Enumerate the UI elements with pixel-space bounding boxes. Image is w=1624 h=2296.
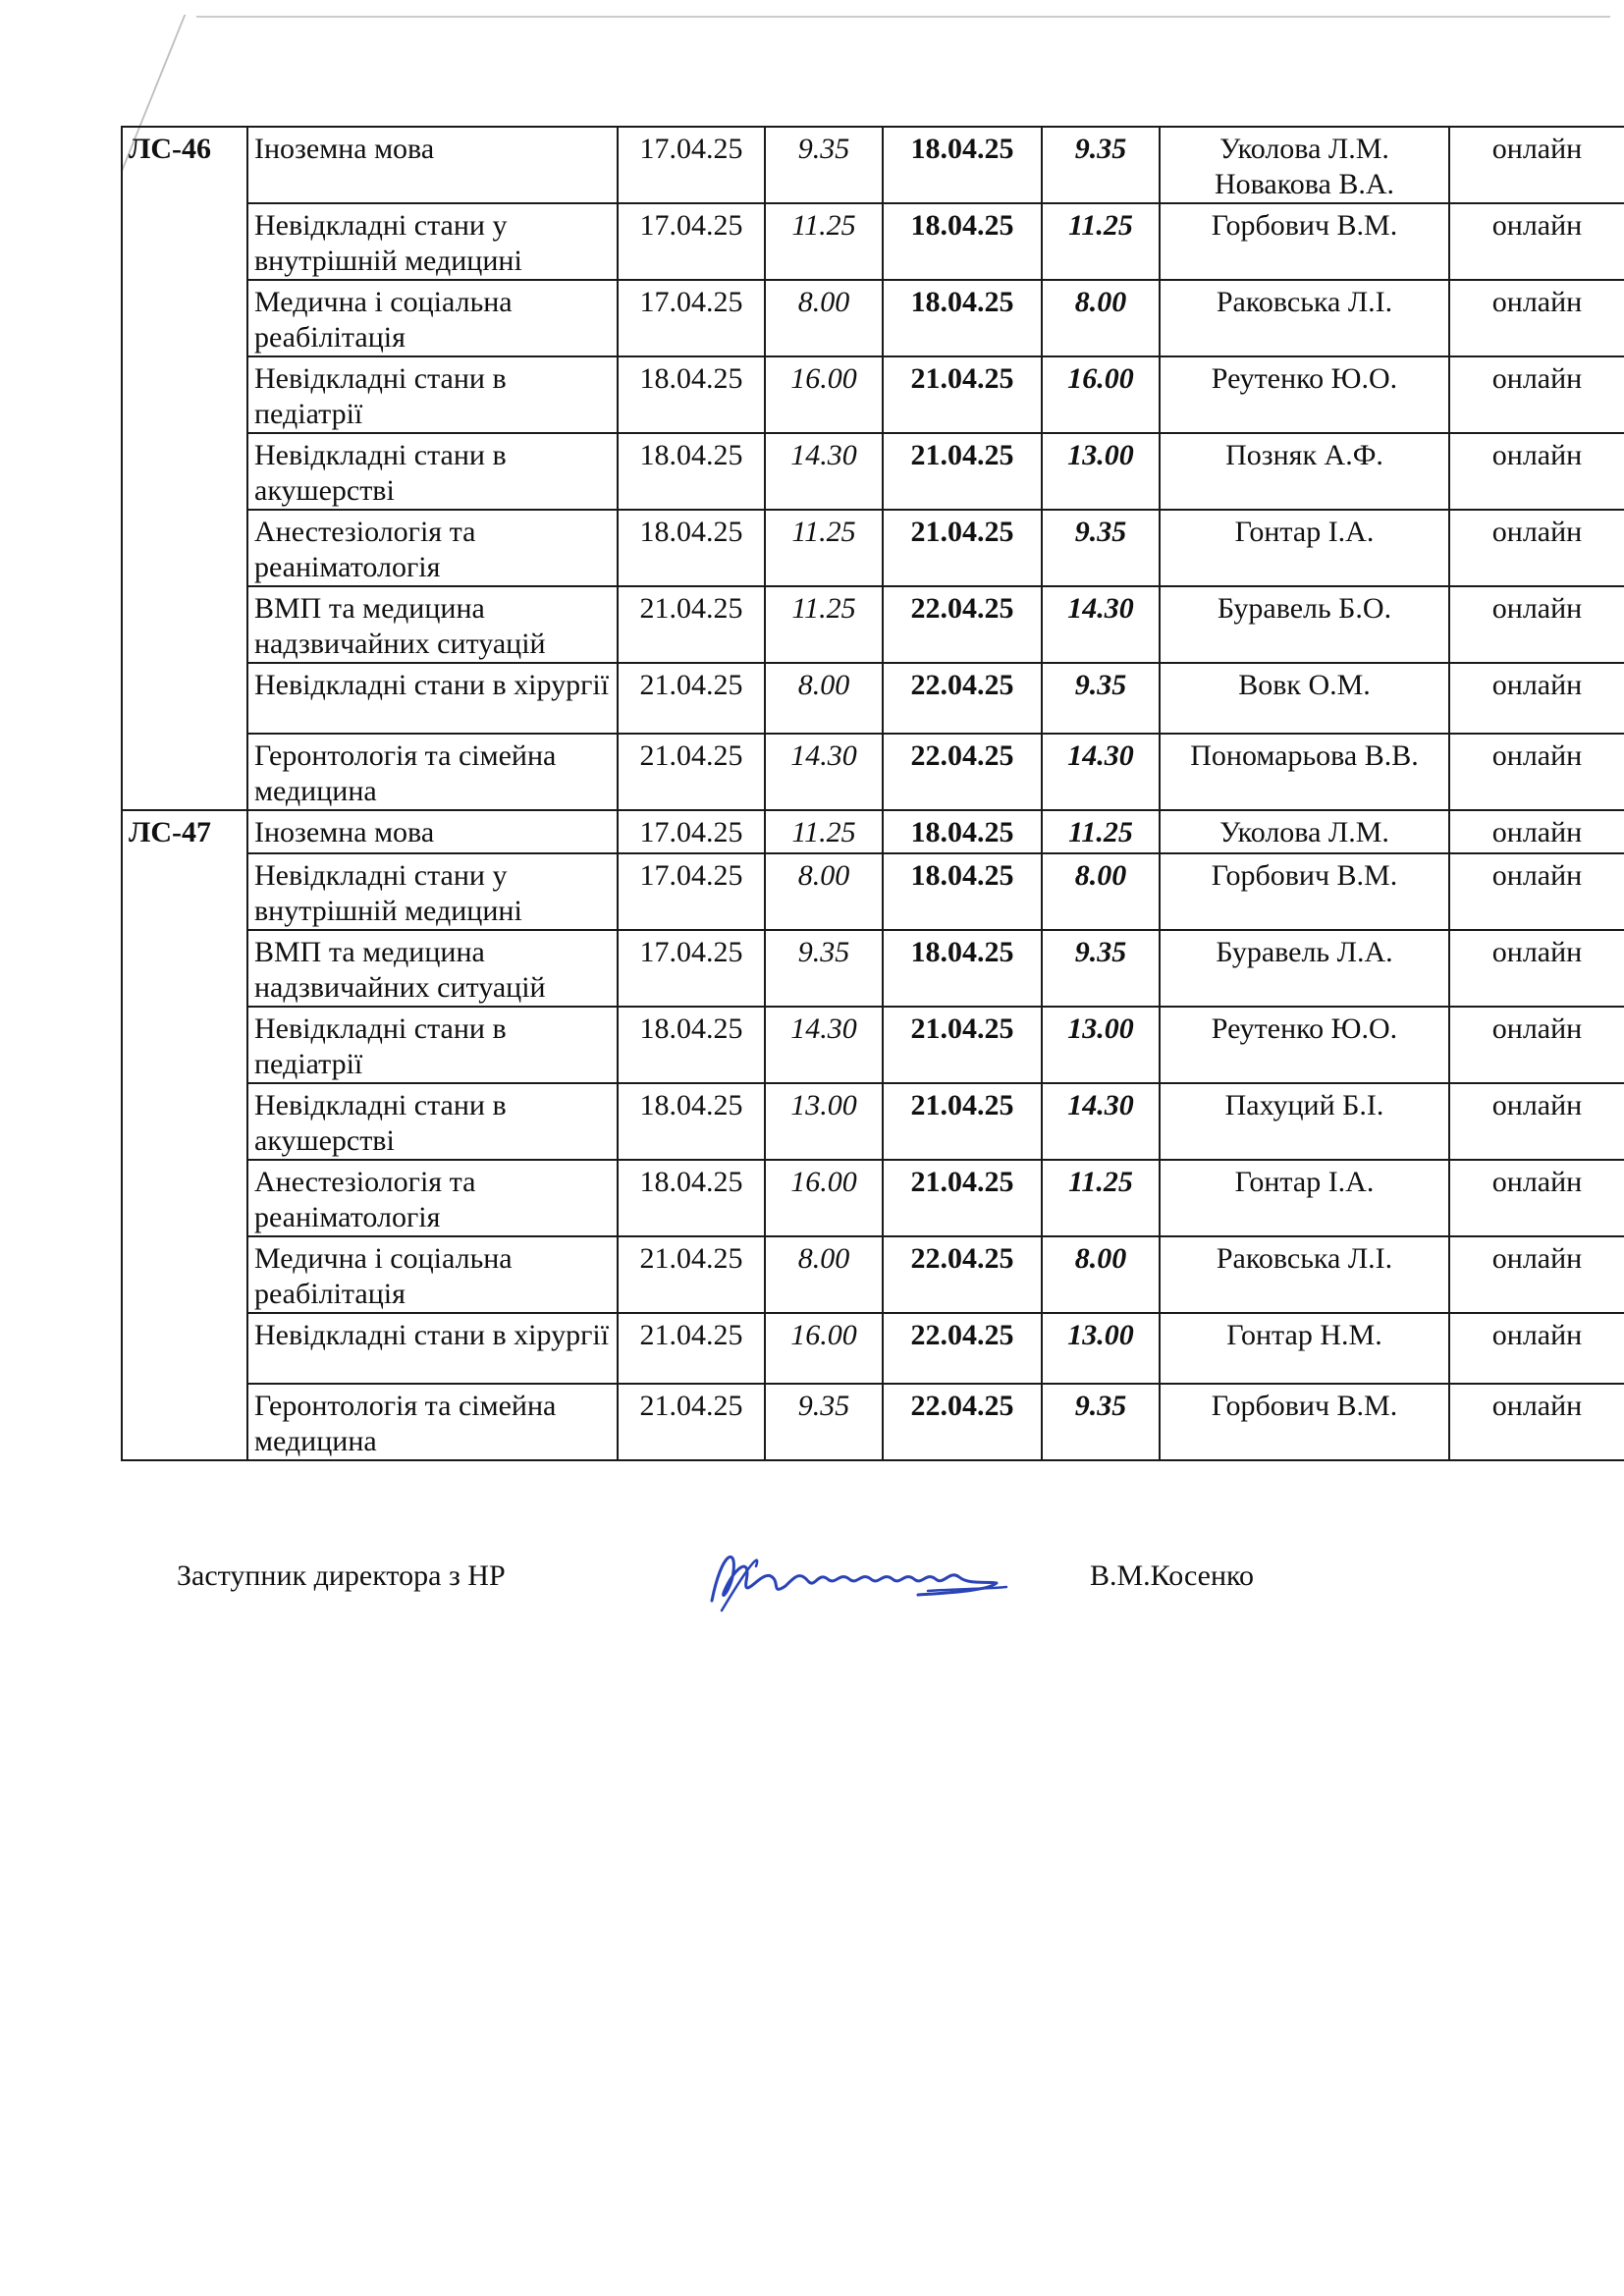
teacher-name: Раковська Л.І. [1216, 1242, 1393, 1275]
time2-cell: 14.30 [1042, 734, 1160, 810]
time1-cell: 16.00 [765, 1160, 883, 1236]
teacher-cell [1160, 280, 1449, 356]
time2-cell: 9.35 [1042, 663, 1160, 734]
mode-cell: онлайн [1449, 586, 1624, 663]
time2-cell: 8.00 [1042, 853, 1160, 930]
mode-cell: онлайн [1449, 853, 1624, 930]
teacher-cell [1160, 586, 1449, 663]
table-row [122, 663, 1624, 734]
teacher-name: Буравель Л.А. [1216, 936, 1393, 968]
time1-cell: 8.00 [765, 663, 883, 734]
date1-cell: 21.04.25 [618, 1384, 765, 1460]
date1-cell: 21.04.25 [618, 734, 765, 810]
teacher-cell [1160, 930, 1449, 1007]
table-row [122, 433, 1624, 510]
table-row [122, 356, 1624, 433]
time2-cell: 9.35 [1042, 930, 1160, 1007]
time2-cell: 11.25 [1042, 1160, 1160, 1236]
time2-cell: 9.35 [1042, 1384, 1160, 1460]
mode-cell: онлайн [1449, 1236, 1624, 1313]
subject-cell: Медична і соціальна реабілітація [247, 1236, 618, 1313]
teacher-cell [1160, 433, 1449, 510]
teacher-cell [1160, 356, 1449, 433]
subject-cell: Невідкладні стани в педіатрії [247, 356, 618, 433]
time2-cell: 9.35 [1042, 510, 1160, 586]
date1-cell: 21.04.25 [618, 1313, 765, 1384]
mode-cell: онлайн [1449, 433, 1624, 510]
teacher-name: Уколова Л.М. [1219, 816, 1389, 848]
time2-cell: 8.00 [1042, 1236, 1160, 1313]
teacher-name: Гонтар Н.М. [1226, 1319, 1382, 1351]
teacher-cell [1160, 1313, 1449, 1384]
teacher-name: Гонтар І.А. [1234, 516, 1375, 548]
teacher-name: Реутенко Ю.О. [1211, 1012, 1398, 1045]
time1-cell: 16.00 [765, 1313, 883, 1384]
date1-cell: 18.04.25 [618, 1083, 765, 1160]
time1-cell: 9.35 [765, 1384, 883, 1460]
date1-cell: 18.04.25 [618, 1007, 765, 1083]
mode-cell: онлайн [1449, 356, 1624, 433]
teacher-cell [1160, 810, 1449, 853]
time2-cell: 8.00 [1042, 280, 1160, 356]
subject-cell: Іноземна мова [247, 127, 618, 203]
date1-cell: 18.04.25 [618, 1160, 765, 1236]
teacher-cell [1160, 734, 1449, 810]
date2-cell: 18.04.25 [883, 280, 1042, 356]
time1-cell: 8.00 [765, 280, 883, 356]
mode-cell: онлайн [1449, 127, 1624, 203]
teacher-name: Реутенко Ю.О. [1211, 362, 1398, 395]
teacher-name: Вовк О.М. [1238, 669, 1371, 701]
mode-cell: онлайн [1449, 734, 1624, 810]
mode-cell: онлайн [1449, 1007, 1624, 1083]
teacher-cell [1160, 853, 1449, 930]
time1-cell: 13.00 [765, 1083, 883, 1160]
time1-cell: 11.25 [765, 810, 883, 853]
teacher-cell [1160, 1160, 1449, 1236]
date1-cell: 18.04.25 [618, 356, 765, 433]
date2-cell: 22.04.25 [883, 1313, 1042, 1384]
table-row [122, 1313, 1624, 1384]
date2-cell: 21.04.25 [883, 1083, 1042, 1160]
mode-cell: онлайн [1449, 1160, 1624, 1236]
teacher-name: Позняк А.Ф. [1225, 439, 1383, 471]
teacher-cell [1160, 203, 1449, 280]
time1-cell: 11.25 [765, 510, 883, 586]
mode-cell: онлайн [1449, 930, 1624, 1007]
mode-cell: онлайн [1449, 663, 1624, 734]
date1-cell: 21.04.25 [618, 586, 765, 663]
date1-cell: 21.04.25 [618, 663, 765, 734]
time1-cell: 8.00 [765, 853, 883, 930]
date1-cell: 18.04.25 [618, 510, 765, 586]
date2-cell: 22.04.25 [883, 663, 1042, 734]
date2-cell: 18.04.25 [883, 930, 1042, 1007]
subject-cell: Невідкладні стани в акушерстві [247, 433, 618, 510]
mode-cell: онлайн [1449, 510, 1624, 586]
date2-cell: 21.04.25 [883, 1007, 1042, 1083]
time1-cell: 8.00 [765, 1236, 883, 1313]
teacher-cell [1160, 663, 1449, 734]
mode-cell: онлайн [1449, 280, 1624, 356]
schedule-body [122, 127, 1624, 1460]
table-row [122, 930, 1624, 1007]
table-row [122, 127, 1624, 203]
teacher-cell [1160, 1236, 1449, 1313]
scan-top-artifact [196, 16, 1610, 18]
date1-cell: 17.04.25 [618, 853, 765, 930]
subject-cell: ВМП та медицина надзвичайних ситуацій [247, 930, 618, 1007]
table-row [122, 853, 1624, 930]
table-row [122, 1007, 1624, 1083]
teacher-cell [1160, 1007, 1449, 1083]
time1-cell: 14.30 [765, 734, 883, 810]
date2-cell: 21.04.25 [883, 433, 1042, 510]
mode-cell: онлайн [1449, 810, 1624, 853]
date1-cell: 17.04.25 [618, 930, 765, 1007]
subject-cell: Невідкладні стани в акушерстві [247, 1083, 618, 1160]
time2-cell: 13.00 [1042, 1313, 1160, 1384]
table-row [122, 1083, 1624, 1160]
teacher-cell [1160, 127, 1449, 203]
teacher-cell [1160, 1384, 1449, 1460]
time2-cell: 9.35 [1042, 127, 1160, 203]
date1-cell: 21.04.25 [618, 1236, 765, 1313]
date2-cell: 21.04.25 [883, 356, 1042, 433]
table-row [122, 203, 1624, 280]
signatory-position: Заступник директора з НР [177, 1559, 506, 1592]
group-code-cell: ЛС-47 [122, 810, 247, 1460]
date2-cell: 18.04.25 [883, 203, 1042, 280]
time1-cell: 9.35 [765, 930, 883, 1007]
time1-cell: 11.25 [765, 586, 883, 663]
date2-cell: 18.04.25 [883, 853, 1042, 930]
subject-cell: Невідкладні стани в хірургії [247, 1313, 618, 1384]
teacher-name: Пахуций Б.І. [1224, 1089, 1384, 1121]
subject-cell: Невідкладні стани в педіатрії [247, 1007, 618, 1083]
mode-cell: онлайн [1449, 1083, 1624, 1160]
teacher-name: Горбович В.М. [1211, 1390, 1398, 1422]
teacher-cell [1160, 510, 1449, 586]
mode-cell: онлайн [1449, 1313, 1624, 1384]
time1-cell: 16.00 [765, 356, 883, 433]
mode-cell: онлайн [1449, 203, 1624, 280]
table-row [122, 1160, 1624, 1236]
date1-cell: 17.04.25 [618, 280, 765, 356]
teacher-name: Горбович В.М. [1211, 859, 1398, 892]
teacher-name: Раковська Л.І. [1216, 286, 1393, 318]
schedule-table [121, 126, 1624, 1461]
time2-cell: 11.25 [1042, 203, 1160, 280]
time2-cell: 11.25 [1042, 810, 1160, 853]
date1-cell: 17.04.25 [618, 127, 765, 203]
subject-cell: Невідкладні стани у внутрішній медицині [247, 203, 618, 280]
table-row [122, 280, 1624, 356]
table-row [122, 510, 1624, 586]
time1-cell: 14.30 [765, 433, 883, 510]
subject-cell: Анестезіологія та реаніматологія [247, 510, 618, 586]
teacher-name: Новакова В.А. [1214, 168, 1395, 200]
date2-cell: 18.04.25 [883, 810, 1042, 853]
date2-cell: 18.04.25 [883, 127, 1042, 203]
teacher-cell [1160, 1083, 1449, 1160]
date1-cell: 17.04.25 [618, 203, 765, 280]
teacher-name: Уколова Л.М. [1219, 133, 1389, 165]
group-code-cell: ЛС-46 [122, 127, 247, 810]
subject-cell: Геронтологія та сімейна медицина [247, 1384, 618, 1460]
table-row [122, 1236, 1624, 1313]
signature-icon [692, 1532, 1016, 1620]
time2-cell: 16.00 [1042, 356, 1160, 433]
subject-cell: Іноземна мова [247, 810, 618, 853]
teacher-name: Пономарьова В.В. [1190, 739, 1419, 772]
table-row [122, 734, 1624, 810]
date2-cell: 21.04.25 [883, 1160, 1042, 1236]
subject-cell: Анестезіологія та реаніматологія [247, 1160, 618, 1236]
date2-cell: 21.04.25 [883, 510, 1042, 586]
date2-cell: 22.04.25 [883, 734, 1042, 810]
table-row [122, 1384, 1624, 1460]
mode-cell: онлайн [1449, 1384, 1624, 1460]
subject-cell: Невідкладні стани в хірургії [247, 663, 618, 734]
date2-cell: 22.04.25 [883, 1236, 1042, 1313]
table-row [122, 810, 1624, 853]
date1-cell: 17.04.25 [618, 810, 765, 853]
time2-cell: 13.00 [1042, 433, 1160, 510]
teacher-name: Буравель Б.О. [1217, 592, 1392, 625]
time2-cell: 13.00 [1042, 1007, 1160, 1083]
teacher-name: Горбович В.М. [1211, 209, 1398, 242]
date1-cell: 18.04.25 [618, 433, 765, 510]
time1-cell: 14.30 [765, 1007, 883, 1083]
subject-cell: Геронтологія та сімейна медицина [247, 734, 618, 810]
date2-cell: 22.04.25 [883, 1384, 1042, 1460]
subject-cell: ВМП та медицина надзвичайних ситуацій [247, 586, 618, 663]
signatory-name: В.М.Косенко [1090, 1559, 1255, 1592]
time2-cell: 14.30 [1042, 586, 1160, 663]
time1-cell: 9.35 [765, 127, 883, 203]
time1-cell: 11.25 [765, 203, 883, 280]
subject-cell: Медична і соціальна реабілітація [247, 280, 618, 356]
date2-cell: 22.04.25 [883, 586, 1042, 663]
table-row [122, 586, 1624, 663]
teacher-name: Гонтар І.А. [1234, 1166, 1375, 1198]
subject-cell: Невідкладні стани у внутрішній медицині [247, 853, 618, 930]
time2-cell: 14.30 [1042, 1083, 1160, 1160]
